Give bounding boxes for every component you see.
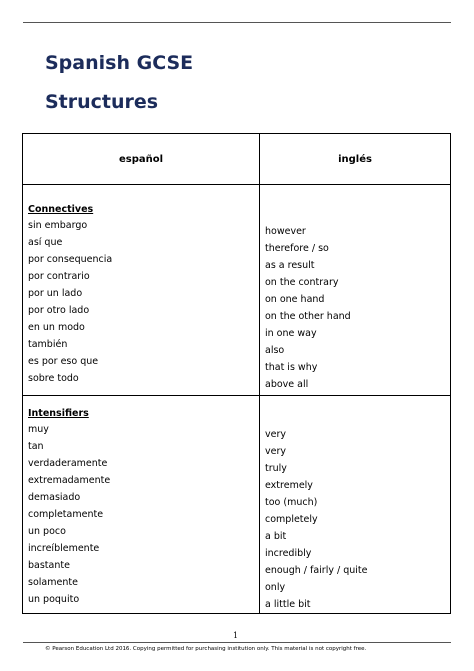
list-item: increíblemente — [28, 543, 100, 554]
section-intensifiers — [23, 396, 451, 614]
list-item: así que — [28, 237, 63, 248]
list-item: on the other hand — [265, 311, 351, 322]
list-item: truly — [265, 463, 287, 474]
column-header-spanish: español — [23, 134, 260, 185]
page-number: 1 — [233, 631, 239, 640]
document-subtitle: Structures — [45, 91, 159, 113]
list-item: a little bit — [265, 599, 311, 610]
list-item: un poco — [28, 526, 66, 537]
section-connectives — [23, 185, 451, 396]
list-item: incredibly — [265, 548, 312, 559]
list-item: very — [265, 446, 286, 457]
intensifiers-english-cell — [260, 396, 451, 614]
list-item: on one hand — [265, 294, 325, 305]
list-item: en un modo — [28, 322, 85, 333]
list-item: extremely — [265, 480, 313, 491]
list-item: muy — [28, 424, 49, 435]
list-item: also — [265, 345, 285, 356]
list-item: a bit — [265, 531, 287, 542]
list-item: sobre todo — [28, 373, 79, 384]
list-item: verdaderamente — [28, 458, 108, 469]
connectives-english-cell — [260, 185, 451, 396]
footer-rule — [23, 642, 451, 643]
list-item: es por eso que — [28, 356, 99, 367]
list-item: por contrario — [28, 271, 90, 282]
list-item: above all — [265, 379, 309, 390]
list-item: demasiado — [28, 492, 81, 503]
list-item: por otro lado — [28, 305, 90, 316]
section-heading: Intensifiers — [28, 408, 89, 419]
list-item: enough / fairly / quite — [265, 565, 368, 576]
list-item: that is why — [265, 362, 318, 373]
copyright-footer: © Pearson Education Ltd 2016. Copying permitted for purchasing institution only. This material is not copyright free. — [45, 646, 367, 652]
list-item: extremadamente — [28, 475, 111, 486]
intensifiers-spanish-cell — [23, 396, 260, 614]
table-header-row — [23, 134, 451, 185]
list-item: un poquito — [28, 594, 80, 605]
list-item: as a result — [265, 260, 315, 271]
list-item: sin embargo — [28, 220, 88, 231]
header-rule — [23, 22, 451, 23]
list-item: only — [265, 582, 286, 593]
list-item: por consequencia — [28, 254, 113, 265]
list-item: bastante — [28, 560, 70, 571]
list-item: por un lado — [28, 288, 83, 299]
section-heading: Connectives — [28, 204, 94, 215]
list-item: however — [265, 226, 306, 237]
column-header-english: inglés — [260, 134, 451, 185]
list-item: solamente — [28, 577, 78, 588]
list-item: very — [265, 429, 286, 440]
document-title: Spanish GCSE — [45, 52, 194, 74]
list-item: in one way — [265, 328, 317, 339]
list-item: también — [28, 339, 68, 350]
list-item: too (much) — [265, 497, 318, 508]
list-item: therefore / so — [265, 243, 329, 254]
list-item: completely — [265, 514, 318, 525]
list-item: on the contrary — [265, 277, 339, 288]
list-item: tan — [28, 441, 44, 452]
connectives-spanish-cell — [23, 185, 260, 396]
vocabulary-table — [22, 133, 451, 614]
list-item: completamente — [28, 509, 104, 520]
